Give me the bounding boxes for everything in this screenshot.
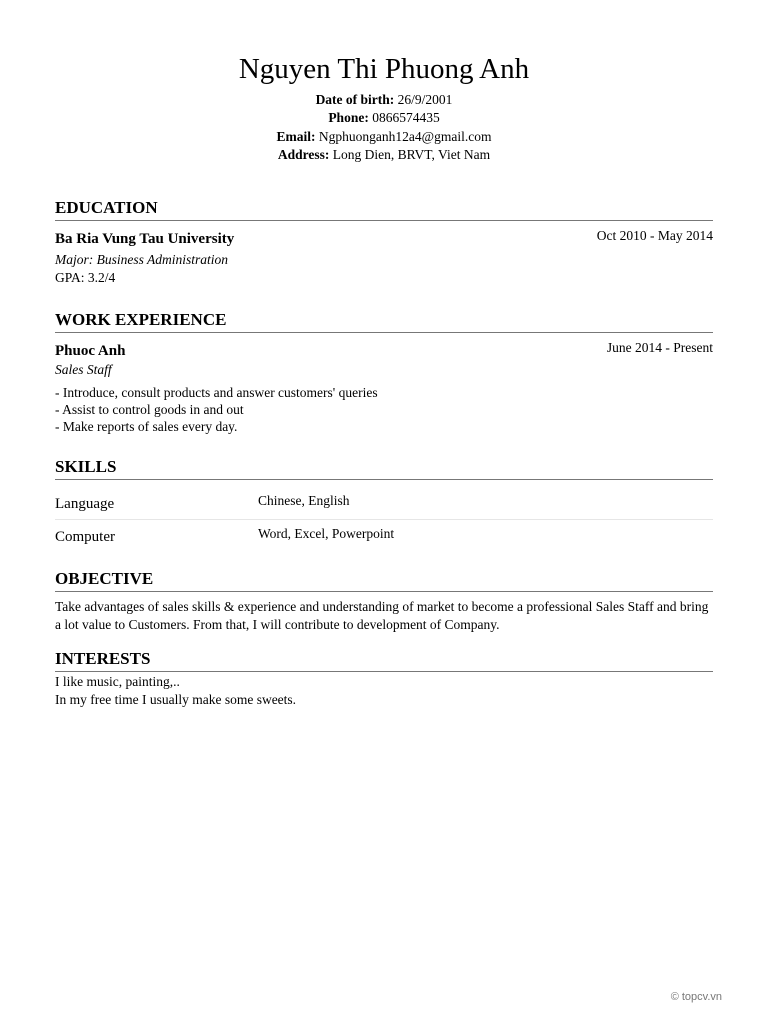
school-name: Ba Ria Vung Tau University [55, 231, 235, 247]
work-duties [55, 384, 378, 435]
interests-heading: INTERESTS [55, 649, 713, 672]
duty-item: - Make reports of sales every day. [55, 419, 238, 434]
education-major: Major: Business Administration [55, 252, 229, 267]
duty-item: - Introduce, consult products and answer customers' queries [55, 385, 378, 400]
phone-label: Phone: [328, 110, 369, 126]
company-name: Phuoc Anh [55, 343, 126, 359]
address-line [55, 146, 713, 164]
dob-line [55, 91, 713, 109]
address-value: Long Dien, BRVT, Viet Nam [332, 146, 491, 162]
duty-item: - Assist to control goods in and out [55, 402, 244, 417]
skill-row-computer [55, 520, 713, 552]
phone-line [55, 109, 713, 127]
contact-block [55, 91, 713, 164]
skill-label: Computer [55, 529, 115, 545]
resume-page [55, 0, 713, 1024]
interest-line: I like music, painting,.. [55, 674, 180, 689]
skill-value: Chinese, English [258, 493, 350, 508]
work-dates: June 2014 - Present [606, 340, 713, 355]
work-heading: WORK EXPERIENCE [55, 310, 713, 333]
education-heading: EDUCATION [55, 198, 713, 221]
email-label: Email: [276, 128, 316, 144]
dob-label: Date of birth: [315, 92, 395, 107]
education-gpa: GPA: 3.2/4 [55, 270, 116, 285]
email-line [55, 128, 713, 146]
interest-line: In my free time I usually make some sweets. [55, 691, 297, 707]
dob-value: 26/9/2001 [397, 92, 453, 107]
candidate-name: Nguyen Thi Phuong Anh [238, 53, 530, 85]
objective-heading: OBJECTIVE [55, 569, 713, 592]
work-position: Sales Staff [55, 362, 112, 377]
topcv-watermark: © topcv.vn [670, 991, 722, 1003]
education-dates: Oct 2010 - May 2014 [596, 228, 713, 243]
email-value: Ngphuonganh12a4@gmail.com [318, 128, 492, 144]
objective-text: Take advantages of sales skills & experience and understanding of market to become a professional Sales Staff and bring a lot value to Customers. From that, I will contribute to development of Company. [55, 599, 709, 632]
address-label: Address: [277, 146, 330, 162]
skill-row-language [55, 487, 713, 520]
skill-label: Language [55, 496, 115, 512]
interests-text [55, 673, 713, 708]
skill-value: Word, Excel, Powerpoint [258, 526, 395, 541]
phone-value: 0866574435 [372, 110, 440, 126]
skills-heading: SKILLS [55, 457, 713, 480]
